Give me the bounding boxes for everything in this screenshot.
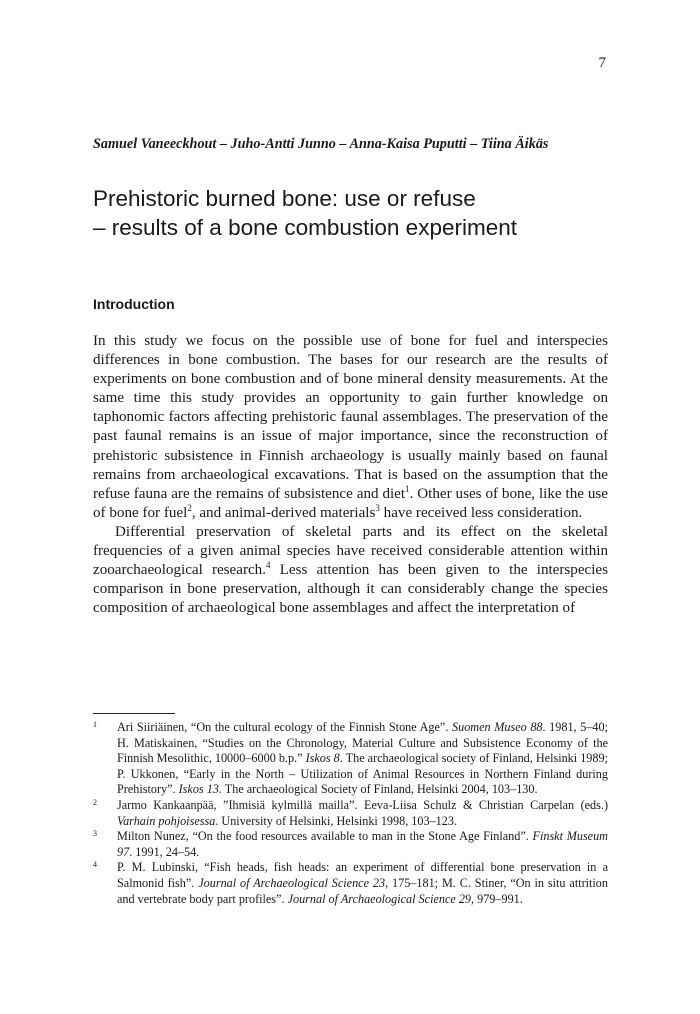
footnote-text: Milton Nunez, “On the food resources available to man in the Stone Age Finland”.	[117, 829, 533, 844]
footnote-ref: 3	[375, 502, 380, 513]
footnote-text: Journal of Archaeological Science 29	[287, 891, 472, 906]
footnotes	[93, 720, 608, 907]
footnote-text: Finskt Museum 97	[117, 829, 608, 859]
footnote-divider	[93, 713, 175, 714]
footnote-number: 3	[93, 829, 97, 839]
title-line-1: Prehistoric burned bone: use or refuse	[93, 186, 476, 211]
footnote	[93, 798, 608, 829]
paper-title	[93, 184, 613, 242]
paragraph-text: In this study we focus on the possible use of bone for fuel and interspecies differences in bone combustion. The bases for our research are the results of experiments on bone combustion and of bone mineral density measurements. At the same time this study provides an opportunity to gain further knowledge on taphonomic factors affecting prehistoric faunal assemblages. The preservation of the past faunal remains is an issue of major importance, since the reconstruction of prehistoric subsistence in Finnish archaeology is usually mainly based on faunal remains from archaeological excavations. That is based on the assumption that the refuse fauna are the remains of subsistence and diet	[93, 333, 608, 502]
footnote-text: Jarmo Kankaanpää, ”Ihmisiä kylmillä mailla”. Eeva-Liisa Schulz & Christian Carpelan (eds.)	[117, 797, 608, 812]
footnote	[93, 829, 608, 860]
footnote	[93, 860, 608, 907]
paragraph-text: Differential preservation of skeletal parts and its effect on the skeletal frequencies of a given animal species have received considerable attention within zooarchaeological research.	[93, 523, 608, 579]
footnote-text: Iskos 13.	[178, 782, 222, 797]
footnote-text: . 1991, 24–54.	[129, 844, 200, 859]
footnote-text: , 979–991.	[471, 891, 523, 906]
footnote-number: 2	[93, 797, 97, 807]
section-heading: Introduction	[93, 296, 175, 312]
footnote-text: , 175–181; M. C. Stiner, “On in situ attrition and vertebrate body part profiles”.	[117, 875, 608, 906]
footnote-text: . The archaeological society of Finland, Helsinki 1989; P. Ukkonen, “Early in the North – Utilization of Animal Resources in Northern Finland during Prehistory”.	[117, 751, 608, 797]
author-list: Samuel Vaneeckhout – Juho-Antti Junno – Anna-Kaisa Puputti – Tiina Äikäs	[93, 136, 549, 152]
paragraph-2	[93, 523, 608, 618]
footnote-text: . University of Helsinki, Helsinki 1998, 103–123.	[215, 813, 458, 828]
footnote	[93, 720, 608, 798]
footnote-text: P. M. Lubinski, “Fish heads, fish heads: an experiment of differential bone preservation in a Salmonid fish”.	[117, 860, 608, 890]
footnote-text: Iskos 8	[305, 751, 340, 766]
footnote-number: 1	[93, 720, 97, 729]
footnote-text: Suomen Museo 88	[452, 720, 543, 734]
page-number: 7	[598, 55, 606, 71]
footnote-text: . 1981, 5–40; H. Matiskainen, “Studies on the Chronology, Material Culture and Subsistence Economy of the Finnish Mesolithic, 10000–6000 b.p.”	[117, 720, 608, 766]
footnote-ref: 4	[266, 560, 271, 571]
paragraph-1	[93, 332, 608, 523]
paragraph-text: have received less consideration.	[379, 504, 583, 521]
title-line-2: – results of a bone combustion experiment	[93, 215, 517, 240]
footnote-text: Varhain pohjoisessa	[117, 813, 216, 828]
footnote-ref: 2	[187, 502, 192, 513]
paragraph-text: Less attention has been given to the interspecies comparison in bone preservation, although it can considerably change the species composition of archaeological bone assemblages and affect the interpretation of	[93, 562, 608, 617]
footnote-ref: 1	[405, 483, 410, 494]
footnote-text: Journal of Archaeological Science 23	[198, 875, 386, 890]
footnote-text: The archaeological Society of Finland, Helsinki 2004, 103–130.	[221, 782, 538, 797]
footnote-number: 4	[93, 860, 97, 870]
body-text	[93, 332, 608, 618]
footnote-text: Ari Siiriäinen, “On the cultural ecology of the Finnish Stone Age”.	[117, 720, 452, 734]
paragraph-text: . Other uses of bone, like the use of bone for fuel	[93, 485, 608, 521]
paragraph-text: , and animal-derived materials	[191, 504, 376, 521]
